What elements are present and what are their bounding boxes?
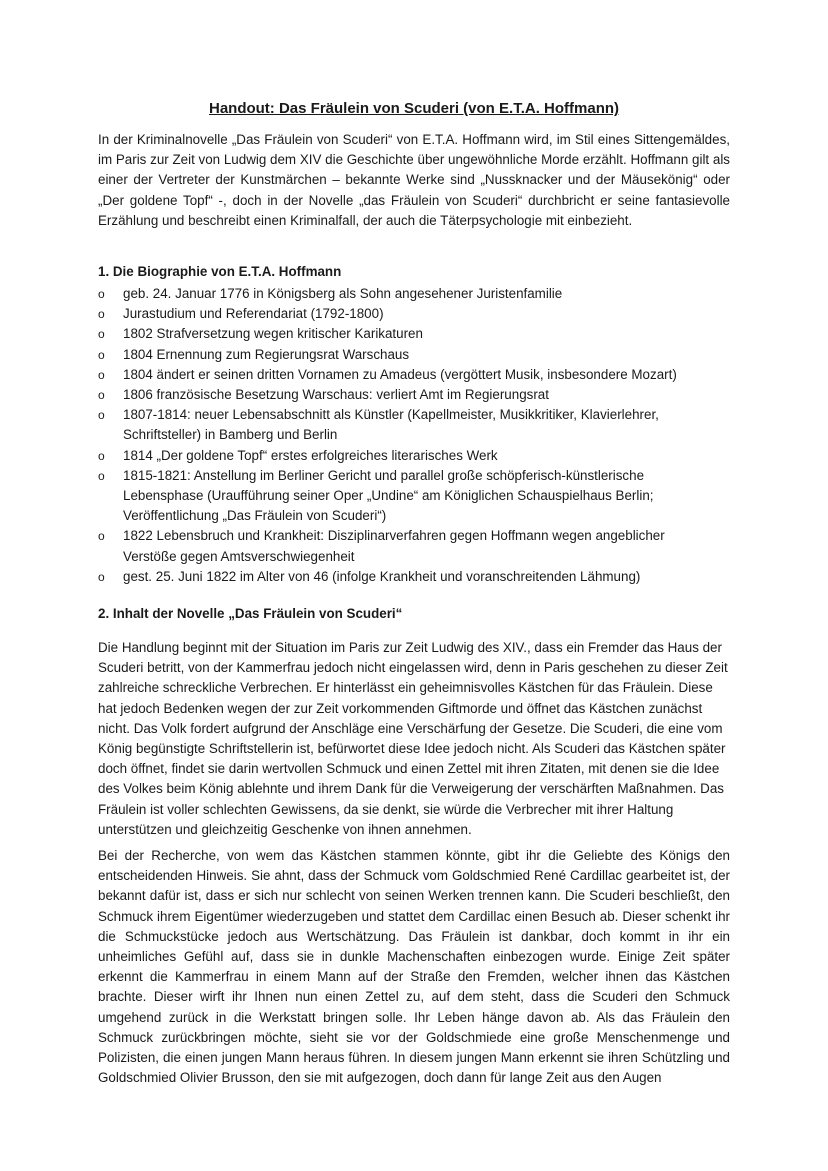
list-item: o 1815-1821: Anstellung im Berliner Gericht und parallel große schöpferisch-künstlerische Lebensphase (Uraufführung seiner Oper „Undine“ am Königlichen Schauspielhaus Berlin; Veröffentlichung „Das Fräulein von Scuderi“) (98, 467, 654, 524)
bullet-icon: o (98, 327, 105, 342)
bullet-icon: o (98, 468, 105, 483)
list-item: o Jurastudium und Referendariat (1792-1800) (98, 304, 718, 324)
bullet-icon: o (98, 307, 105, 322)
list-item: o 1806 französische Besetzung Warschaus: verliert Amt im Regierungsrat (98, 385, 718, 405)
list-item: o geb. 24. Januar 1776 in Königsberg als Sohn angesehener Juristenfamilie (98, 284, 718, 304)
list-item: o 1804 Ernennung zum Regierungsrat Warschaus (98, 345, 718, 365)
list-item: o 1807-1814: neuer Lebensabschnitt als Künstler (Kapellmeister, Musikkritiker, Klavierlehrer, Schriftsteller) in Bamberg und Berlin (98, 407, 659, 443)
page-title: Handout: Das Fräulein von Scuderi (von E.T.A. Hoffmann) (208, 100, 620, 117)
biography-list (98, 284, 718, 587)
list-item: o 1822 Lebensbruch und Krankheit: Disziplinarverfahren gegen Hoffmann wegen angeblicher Verstöße gegen Amtsverschwiegenheit (98, 528, 665, 564)
section-heading-content: 2. Inhalt der Novelle „Das Fräulein von Scuderi“ (98, 606, 403, 621)
bullet-icon: o (98, 367, 105, 382)
bullet-icon: o (98, 388, 105, 403)
list-item: o 1804 ändert er seinen dritten Vornamen zu Amadeus (vergöttert Musik, insbesondere Mozart) (98, 365, 718, 385)
bullet-icon: o (98, 347, 105, 362)
bullet-icon: o (98, 448, 105, 463)
content-paragraph-2: Bei der Recherche, von wem das Kästchen stammen könnte, gibt ihr die Geliebte des Königs den entscheidenden Hinweis. Sie ahnt, dass der Schmuck vom Goldschmied René Cardillac gearbeitet ist, der bekannt dafür ist, dass er sich nur schlecht von seinen Werken trennen kann. Die Scuderi beschließt, den Schmuck ihrem Eigentümer wiederzugeben und stattet dem Cardillac einen Besuch ab. Dieser schenkt ihr die Schmuckstücke jedoch aus Wertschätzung. Das Fräulein ist dankbar, doch kommt in ihr ein unheimliches Gefühl auf, dass sie in dunkle Machenschaften einbezogen wurde. Einige Zeit später erkennt die Kammerfrau in einem Mann auf der Straße den Fremden, welcher ihnen das Kästchen brachte. Dieser wirft ihr Ihnen nun einen Zettel zu, auf dem steht, dass die Scuderi den Schmuck umgehend zurück in die Werkstatt bringen solle. Ihr Leben hänge davon ab. Als das Fräulein den Schmuck zurückbringen möchte, sieht sie vor der Goldschmiede eine große Menschenmenge und Polizisten, die einen jungen Mann heraus führen. In diesem jungen Mann erkennt sie ihren Schützling und Goldschmied Olivier Brusson, den sie mit aufgezogen, doch dann für lange Zeit aus den Augen (98, 848, 730, 1086)
section-heading-biography: 1. Die Biographie von E.T.A. Hoffmann (98, 264, 342, 279)
list-item: o gest. 25. Juni 1822 im Alter von 46 (infolge Krankheit und voranschreitenden Lähmung) (98, 567, 718, 587)
list-item: o 1802 Strafversetzung wegen kritischer Karikaturen (98, 324, 718, 344)
bullet-icon: o (98, 408, 105, 423)
bullet-icon: o (98, 529, 105, 544)
content-paragraph-1: Die Handlung beginnt mit der Situation im Paris zur Zeit Ludwig des XIV., dass ein Fremder das Haus der Scuderi betritt, von der Kammerfrau jedoch nicht eingelassen wird, denn in Paris geschehen zu dieser Zeit zahlreiche schreckliche Verbrechen. Er hinterlässt ein geheimnisvolles Kästchen für das Fräulein. Diese hat jedoch Bedenken wegen der zur Zeit vorkommenden Giftmorde und öffnet das Kästchen zunächst nicht. Das Volk fordert aufgrund der Anschläge eine Verschärfung der Gesetze. Die Scuderi, die eine vom König begünstigte Schriftstellerin ist, befürwortet diese Idee jedoch nicht. Als Scuderi das Kästchen später doch öffnet, findet sie darin wertvollen Schmuck und einen Zettel mit ihren Zitaten, mit denen sie die Idee des Volkes beim König ablehnte und ihrem Dank für die Verweigerung der verschärften Maßnahmen. Das Fräulein ist voller schlechten Gewissens, da sie denkt, sie würde die Verbrecher mit ihrer Haltung unterstützen und gleichzeitig Geschenke von ihnen annehmen. (98, 640, 728, 837)
bullet-icon: o (98, 569, 105, 584)
bullet-icon: o (98, 287, 105, 301)
intro-paragraph: In der Kriminalnovelle „Das Fräulein von Scuderi“ von E.T.A. Hoffmann wird, im Stil eines Sittengemäldes, im Paris zur Zeit von Ludwig dem XIV die Geschichte über ungewöhnliche Morde erzählt. Hoffmann gilt als einer der Vertreter der Kunstmärchen – bekannte Werke sind „Nussknacker und der Mäusekönig“ oder „Der goldene Topf“ -, doch in der Novelle „das Fräulein von Scuderi“ durchbricht er seine fantasievolle Erzählung und beschreibt einen Kriminalfall, der auch die Täterpsychologie mit einbezieht. (98, 132, 730, 228)
list-item: o 1814 „Der goldene Topf“ erstes erfolgreiches literarisches Werk (98, 446, 718, 466)
